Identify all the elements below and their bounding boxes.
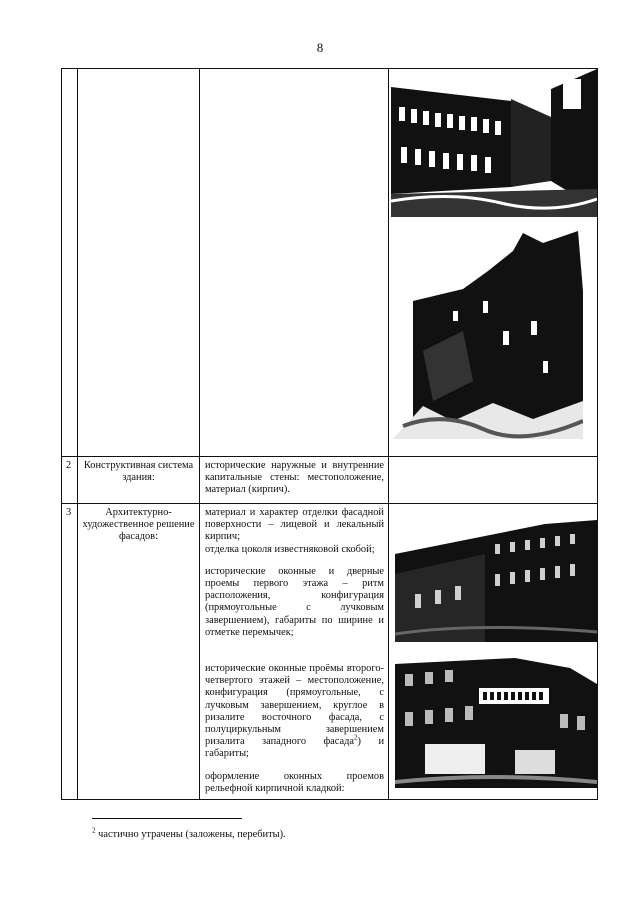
photo-building-with-signage [395, 654, 597, 788]
description-paragraph: материал и характер отделки фасадной поверхности – лицевой и лекальный кирпич; [205, 507, 384, 543]
row-description [200, 457, 389, 504]
row-number: 3 [62, 504, 78, 800]
row-description [200, 504, 389, 800]
photo-facade-street-view [391, 69, 597, 217]
row-number [62, 69, 78, 457]
row-name [78, 69, 200, 457]
monument-subject-table [61, 68, 598, 800]
description-paragraph: исторические оконные и дверные проемы первого этажа – ритм расположения, конфигурация (прямоугольные с лучковым завершением), габариты по ширине и отметке перемычек; [205, 565, 384, 638]
table-row [62, 504, 598, 800]
footnote-mark: 2 [92, 826, 96, 835]
row-photos [389, 457, 598, 504]
footnote [92, 826, 286, 840]
footnote-divider [92, 818, 242, 819]
footnote-ref: 2 [354, 733, 358, 742]
row-photos [389, 69, 598, 457]
footnote-text: частично утрачены (заложены, перебиты). [98, 829, 286, 840]
photo-facade-corner-view [395, 514, 597, 642]
photo-ruined-building [393, 231, 583, 439]
row-photos [389, 504, 598, 800]
page-number: 8 [316, 40, 324, 55]
description-paragraph: оформление оконных проемов рельефной кирпичной кладкой: [205, 770, 384, 794]
row-description [200, 69, 389, 457]
description-paragraph: исторические наружные и внутренние капитальные стены: местоположение, материал (кирпич). [205, 460, 384, 496]
row-name: Конструктивная система здания: [78, 457, 200, 504]
description-paragraph: исторические оконные проёмы второго-четвертого этажей – местоположение, конфигурация (прямоугольные, с лучковым завершением, круглое в ризалите восточного фасада, с полуциркульным завершением ризалита западного фасада$^2$) и габариты; [205, 663, 384, 760]
description-paragraph: отделка цоколя известняковой скобой; [205, 543, 375, 555]
row-number: 2 [62, 457, 78, 504]
table-row [62, 457, 598, 504]
table-row [62, 69, 598, 457]
row-name: Архитектурно-художественное решение фасадов: [78, 504, 200, 800]
